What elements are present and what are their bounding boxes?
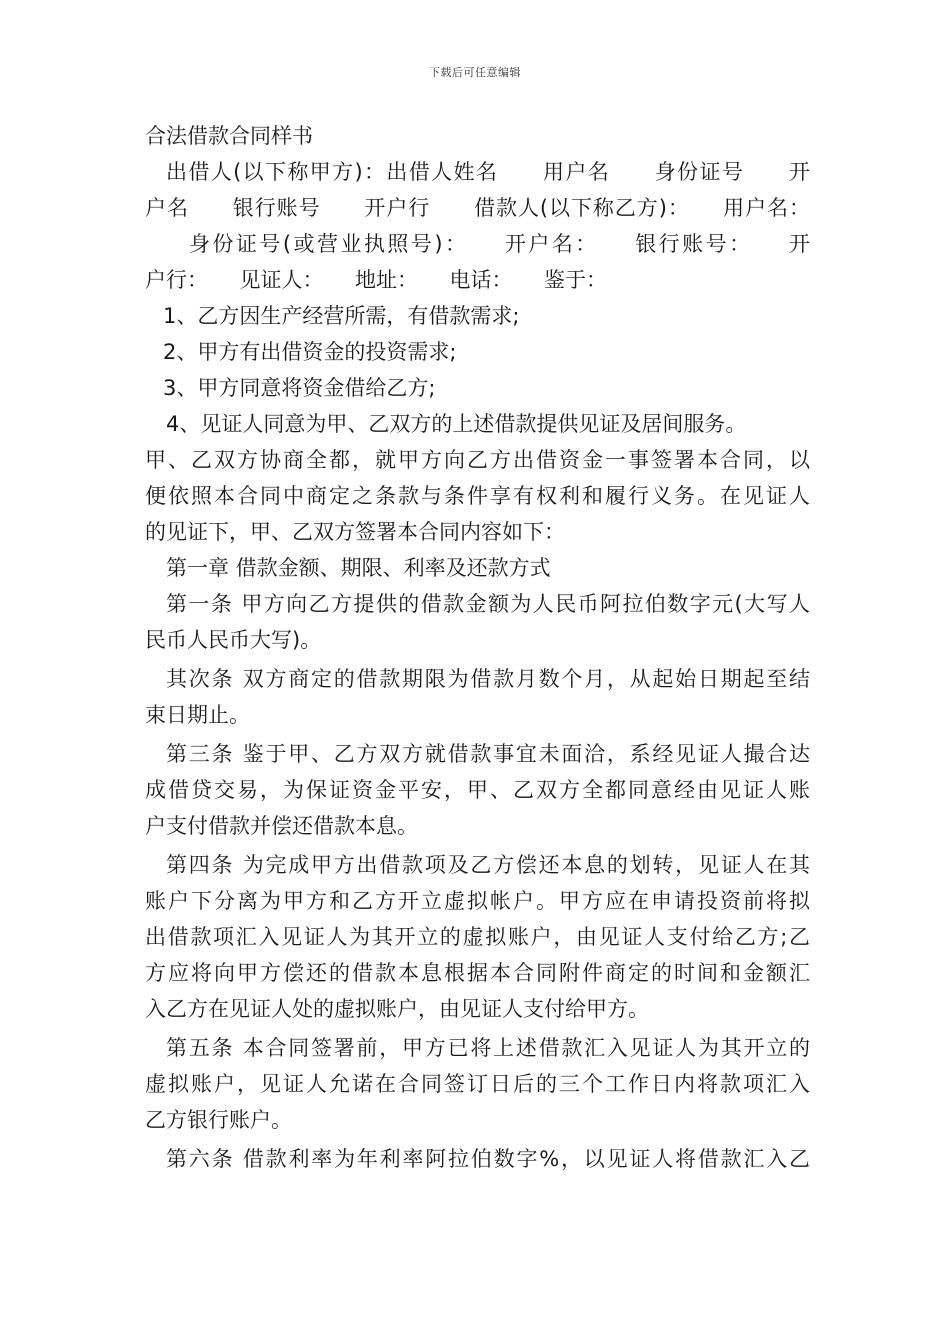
article-line: 第五条 本合同签署前，甲方已将上述借款汇入见证人为其开立的 (166, 1036, 810, 1060)
list-item: 2、甲方有出借资金的投资需求; (163, 340, 457, 364)
chapter-heading: 第一章 借款金额、期限、利率及还款方式 (166, 556, 551, 580)
list-item: 3、甲方同意将资金借给乙方; (163, 376, 436, 400)
article-line: 出借款项汇入见证人为其开立的虚拟账户，由见证人支付给乙方;乙 (145, 925, 810, 949)
article-line: 乙方银行账户。 (145, 1108, 292, 1132)
article-line: 第六条 借款利率为年利率阿拉伯数字%，以见证人将借款汇入乙 (166, 1147, 810, 1171)
paragraph-line: 户名 银行账号 开户行 借款人(以下称乙方)： 用户名： (145, 196, 810, 220)
article-line: 第一条 甲方向乙方提供的借款金额为人民币阿拉伯数字元(大写人 (166, 592, 810, 616)
page-header-note: 下载后可任意编辑 (429, 66, 521, 79)
list-item: 4、见证人同意为甲、乙双方的上述借款提供见证及居间服务。 (166, 412, 747, 436)
article-line: 账户下分离为甲方和乙方开立虚拟帐户。甲方应在申请投资前将拟 (145, 889, 810, 913)
article-line: 虚拟账户，见证人允诺在合同签订日后的三个工作日内将款项汇入 (145, 1072, 810, 1096)
paragraph-line: 户行： 见证人： 地址： 电话： 鉴于： (145, 268, 607, 292)
article-line: 第四条 为完成甲方出借款项及乙方偿还本息的划转，见证人在其 (166, 853, 810, 877)
paragraph-line: 便依照本合同中商定之条款与条件享有权利和履行义务。在见证人 (145, 484, 810, 508)
paragraph-line: 甲、乙双方协商全都，就甲方向乙方出借资金一事签署本合同，以 (145, 448, 810, 472)
paragraph-line: 的见证下，甲、乙双方签署本合同内容如下： (145, 520, 565, 544)
article-line: 入乙方在见证人处的虚拟账户，由见证人支付给甲方。 (145, 997, 649, 1021)
document-title: 合法借款合同样书 (145, 124, 313, 148)
paragraph-line: 身份证号(或营业执照号)： 开户名： 银行账号： 开 (189, 232, 810, 256)
article-line: 束日期止。 (145, 703, 250, 727)
paragraph-line: 出借人(以下称甲方)：出借人姓名 用户名 身份证号 开 (166, 160, 810, 184)
article-line: 方应将向甲方偿还的借款本息根据本合同附件商定的时间和金额汇 (145, 961, 810, 985)
article-line: 其次条 双方商定的借款期限为借款月数个月，从起始日期起至结 (166, 667, 810, 691)
document-body (145, 118, 810, 1177)
article-line: 户支付借款并偿还借款本息。 (145, 814, 418, 838)
article-line: 成借贷交易，为保证资金平安，甲、乙双方全都同意经由见证人账 (145, 778, 810, 802)
article-line: 民币人民币大写)。 (145, 628, 322, 652)
list-item: 1、乙方因生产经营所需，有借款需求; (163, 304, 520, 328)
article-line: 第三条 鉴于甲、乙方双方就借款事宜未面洽，系经见证人撮合达 (166, 742, 810, 766)
